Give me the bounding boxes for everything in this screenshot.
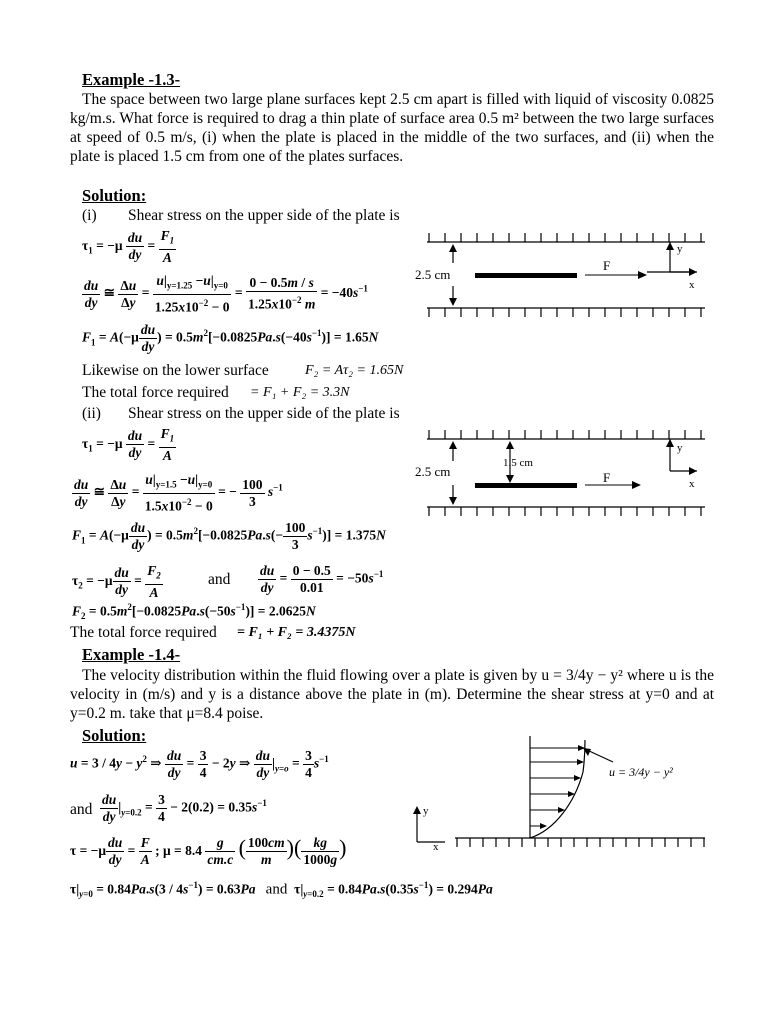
lower-surface-text: Likewise on the lower surface — [82, 362, 269, 379]
x-axis-label-2: x — [689, 478, 695, 490]
total-force-eq-ii: = F₁ + F₂ = 3.4375N — [237, 625, 356, 640]
eq-tau2-ii: $\tau_2 = -\mu$ $\frac{du}{dy}$ = $\frac{F_2}{A}$ — [72, 563, 161, 600]
example-1-3-problem: The space between two large plane surfaces kept 2.5 cm apart is filled with liquid of viscosity 0.0825 kg/m.s. What force is required to drag a thin plate of surface area 0.5 m² between the two large surfaces at speed of 0.5 m/s, (i) when the plate is placed in the middle of the two surfaces, and (ii) when the plate is placed 1.5 cm from one of the plates surfaces. — [70, 91, 714, 165]
solution-label-1: Solution: — [82, 186, 147, 205]
eq-velocity-derivative: $u = 3 / 4y - y^2$ ⇒ $\frac{du}{dy}$ = $\frac{3}{4}$ − 2y ⇒ $\frac{du}{dy}$ $|_{y=o}$ = $\frac{3}{4}$ $s^{-1}$ — [70, 748, 329, 780]
part-i-text: Shear stress on the upper side of the plate is — [128, 207, 400, 224]
thin-plate — [475, 273, 577, 278]
y-axis-label-1: y — [677, 243, 683, 255]
and-word-1: and — [208, 571, 231, 588]
example-1-4-problem: The velocity distribution within the fluid flowing over a plate is given by u = 3/4y − y² where u is the velocity in (m/s) and y is a distance above the plate in (m). Determine the shear stress at y=0 and at y=0.2 m. take that μ=8.4 poise. — [70, 667, 714, 722]
eq-tau1-i: $\tau_1 = -\mu$ $\frac{du}{dy}$ = $\frac{F_1}{A}$ — [82, 228, 175, 265]
example-1-3-heading: Example -1.3- — [82, 70, 181, 89]
thin-plate-offset — [475, 483, 577, 488]
plate-diagram-offset — [405, 425, 715, 525]
y-axis-label-3: y — [423, 805, 429, 817]
eq-gradient2-ii: $\frac{du}{dy}$ = $\frac{0 - 0.5}{0.01}$ = $-50s^{-1}$ — [260, 563, 384, 595]
eq-derivative-at-02: $\frac{du}{dy}$ $|_{y=0.2}$ = $\frac{3}{4}$ − $2(0.2) = 0.35s^{-1}$ — [102, 792, 267, 824]
and-word-2: and — [70, 801, 93, 818]
profile-equation-label: u = 3/4y − y² — [609, 765, 673, 779]
part-i-label: (i) — [82, 207, 97, 224]
example-1-4-heading: Example -1.4- — [82, 645, 181, 664]
velocity-profile-curve — [530, 740, 585, 838]
eq-gradient-ii: $\frac{du}{dy}$ ≅ $\frac{\Delta u}{\Delta y}$ = $\frac{u|_{y=1.5} -u|_{y=0}}{1.5x10^{-2} - 0}$ = − $\frac{100}{3}$ $s^{-1}$ — [74, 472, 283, 514]
part-ii-text: Shear stress on the upper side of the plate is — [128, 405, 400, 422]
force-label-1: F — [603, 258, 611, 273]
y-axis-label-2: y — [677, 442, 683, 454]
plate-diagram-middle — [405, 228, 715, 328]
x-axis-label-1: x — [689, 279, 695, 291]
velocity-profile-diagram — [405, 732, 715, 857]
velocity-arrow-head — [577, 759, 584, 765]
eq-viscosity-conversion: τ = −μ $\frac{du}{dy}$ = $\frac{F}{A}$ ; μ = 8.4 $\frac{g}{cm.c}$ ( $\frac{100cm}{m}$ )( $\frac{kg}{1000g}$ ) — [70, 835, 347, 868]
eq-shear-results: $\tau|_{y=0} = 0.84Pa.s(3 / 4s^{-1}) = 0.63Pa$ and $\tau|_{y=0.2} = 0.84Pa.s(0.35s^{-1}) = 0.294Pa$ — [70, 880, 493, 900]
total-force-text-ii: The total force required — [70, 624, 217, 641]
velocity-arrow-head — [540, 823, 547, 829]
solution-label-2: Solution: — [82, 726, 147, 745]
total-force-eq-i: = F₁ + F₂ = 3.3N — [250, 385, 350, 400]
total-force-text-i: The total force required — [82, 384, 229, 401]
force-label-2: F — [603, 470, 611, 485]
eq-force-ii: $F_1 = A(-\mu$ $\frac{du}{dy}$ ) = $0.5m^2[-0.0825Pa.s(-$ $\frac{100}{3}$ $s^{-1})] = 1.375N$ — [72, 520, 386, 552]
eq-force2-ii: $F_2 = 0.5m^2[-0.0825Pa.s(-50s^{-1})] = 2.0625N$ — [72, 602, 316, 622]
offset-label-2: 1.5 cm — [503, 457, 533, 469]
gap-label-1: 2.5 cm — [415, 267, 451, 282]
eq-tau1-ii: $\tau_1 = -\mu$ $\frac{du}{dy}$ = $\frac{F_1}{A}$ — [82, 426, 175, 463]
x-axis-label-3: x — [433, 841, 439, 853]
eq-gradient-i: $\frac{du}{dy}$ ≅ $\frac{\Delta u}{\Delta y}$ = $\frac{u|_{y=1.25} -u|_{y=0}}{1.25x10^{-2} - 0}$ = $\frac{0 - 0.5m / s}{1.25x10^{-2} m}$ = $-40s^{-1}$ — [84, 273, 368, 315]
lower-surface-eq: F₂ = Aτ₂ = 1.65N — [305, 363, 404, 378]
gap-label-2: 2.5 cm — [415, 464, 451, 479]
velocity-arrow-head — [578, 745, 585, 751]
part-ii-label: (ii) — [82, 405, 101, 422]
eq-force-i: $F_1 = A(-\mu$ $\frac{du}{dy}$ ) = $0.5m^2[-0.0825Pa.s(-40s^{-1})] = 1.65N$ — [82, 322, 379, 354]
